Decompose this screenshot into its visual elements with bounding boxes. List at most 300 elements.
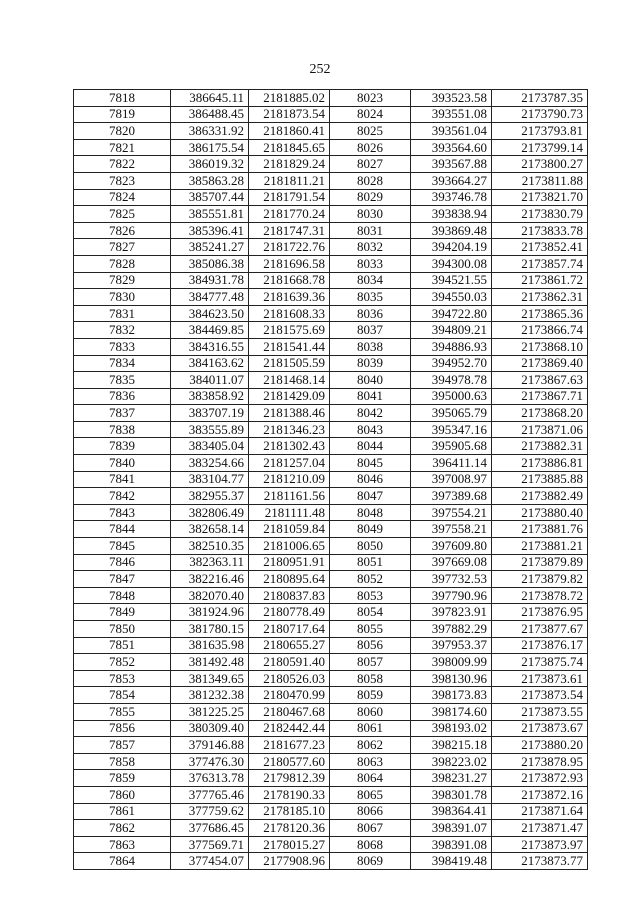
table-row [74,538,588,555]
y-coordinate-cell: 2173861.72 [492,272,588,289]
x-coordinate-cell: 381232.38 [171,687,249,704]
table-row [74,521,588,538]
point-number-cell: 8053 [330,587,411,604]
y-coordinate-cell: 2173876.17 [492,637,588,654]
point-number-cell: 7836 [74,388,171,405]
y-coordinate-cell: 2173871.47 [492,820,588,837]
table-row [74,820,588,837]
point-number-cell: 7825 [74,206,171,223]
x-coordinate-cell: 397882.29 [411,621,492,638]
x-coordinate-cell: 393664.27 [411,172,492,189]
table-row [74,621,588,638]
point-number-cell: 7842 [74,488,171,505]
x-coordinate-cell: 384777.48 [171,289,249,306]
x-coordinate-cell: 397823.91 [411,604,492,621]
y-coordinate-cell: 2173833.78 [492,222,588,239]
y-coordinate-cell: 2173873.54 [492,687,588,704]
point-number-cell: 7847 [74,571,171,588]
table-row [74,338,588,355]
y-coordinate-cell: 2177908.96 [249,853,330,870]
table-row [74,637,588,654]
point-number-cell: 7859 [74,770,171,787]
point-number-cell: 8067 [330,820,411,837]
point-number-cell: 8043 [330,421,411,438]
point-number-cell: 8039 [330,355,411,372]
x-coordinate-cell: 384316.55 [171,338,249,355]
point-number-cell: 8038 [330,338,411,355]
x-coordinate-cell: 382955.37 [171,488,249,505]
table-row [74,571,588,588]
point-number-cell: 7862 [74,820,171,837]
x-coordinate-cell: 377476.30 [171,753,249,770]
table-row [74,322,588,339]
y-coordinate-cell: 2180837.83 [249,587,330,604]
point-number-cell: 8047 [330,488,411,505]
table-row [74,156,588,173]
x-coordinate-cell: 398130.96 [411,670,492,687]
point-number-cell: 7850 [74,621,171,638]
x-coordinate-cell: 383405.04 [171,438,249,455]
y-coordinate-cell: 2173865.36 [492,305,588,322]
x-coordinate-cell: 394204.19 [411,239,492,256]
x-coordinate-cell: 397790.96 [411,587,492,604]
point-number-cell: 7853 [74,670,171,687]
y-coordinate-cell: 2173800.27 [492,156,588,173]
y-coordinate-cell: 2173873.67 [492,720,588,737]
x-coordinate-cell: 385551.81 [171,206,249,223]
point-number-cell: 7827 [74,239,171,256]
point-number-cell: 7856 [74,720,171,737]
point-number-cell: 7838 [74,421,171,438]
point-number-cell: 8056 [330,637,411,654]
table-row [74,438,588,455]
x-coordinate-cell: 377759.62 [171,803,249,820]
table-row [74,421,588,438]
table-row [74,90,588,107]
x-coordinate-cell: 397669.08 [411,554,492,571]
y-coordinate-cell: 2173882.31 [492,438,588,455]
x-coordinate-cell: 397389.68 [411,488,492,505]
point-number-cell: 7819 [74,106,171,123]
point-number-cell: 8024 [330,106,411,123]
y-coordinate-cell: 2173793.81 [492,123,588,140]
point-number-cell: 8035 [330,289,411,306]
point-number-cell: 8027 [330,156,411,173]
x-coordinate-cell: 394300.08 [411,255,492,272]
x-coordinate-cell: 398223.02 [411,753,492,770]
table-row [74,455,588,472]
y-coordinate-cell: 2181668.78 [249,272,330,289]
point-number-cell: 8036 [330,305,411,322]
table-row [74,670,588,687]
table-row [74,803,588,820]
y-coordinate-cell: 2173868.20 [492,405,588,422]
point-number-cell: 8037 [330,322,411,339]
table-row [74,106,588,123]
point-number-cell: 8050 [330,538,411,555]
point-number-cell: 7818 [74,90,171,107]
x-coordinate-cell: 386645.11 [171,90,249,107]
x-coordinate-cell: 393551.08 [411,106,492,123]
y-coordinate-cell: 2181210.09 [249,471,330,488]
x-coordinate-cell: 381635.98 [171,637,249,654]
y-coordinate-cell: 2173880.40 [492,504,588,521]
x-coordinate-cell: 397609.80 [411,538,492,555]
y-coordinate-cell: 2178190.33 [249,786,330,803]
x-coordinate-cell: 393561.04 [411,123,492,140]
x-coordinate-cell: 396411.14 [411,455,492,472]
x-coordinate-cell: 384011.07 [171,372,249,389]
x-coordinate-cell: 383858.92 [171,388,249,405]
y-coordinate-cell: 2180591.40 [249,654,330,671]
table-row [74,604,588,621]
x-coordinate-cell: 385241.27 [171,239,249,256]
table-row [74,189,588,206]
y-coordinate-cell: 2178015.27 [249,836,330,853]
y-coordinate-cell: 2181811.21 [249,172,330,189]
point-number-cell: 8031 [330,222,411,239]
point-number-cell: 7823 [74,172,171,189]
y-coordinate-cell: 2180717.64 [249,621,330,638]
y-coordinate-cell: 2180895.64 [249,571,330,588]
x-coordinate-cell: 377569.71 [171,836,249,853]
page-number: 252 [309,62,331,77]
table-row [74,836,588,853]
y-coordinate-cell: 2173871.64 [492,803,588,820]
y-coordinate-cell: 2173881.21 [492,538,588,555]
point-number-cell: 7834 [74,355,171,372]
x-coordinate-cell: 397558.21 [411,521,492,538]
table-row [74,720,588,737]
x-coordinate-cell: 398419.48 [411,853,492,870]
y-coordinate-cell: 2173871.06 [492,421,588,438]
y-coordinate-cell: 2180778.49 [249,604,330,621]
x-coordinate-cell: 382658.14 [171,521,249,538]
point-number-cell: 7848 [74,587,171,604]
x-coordinate-cell: 394886.93 [411,338,492,355]
table-row [74,388,588,405]
point-number-cell: 7831 [74,305,171,322]
y-coordinate-cell: 2181346.23 [249,421,330,438]
point-number-cell: 7864 [74,853,171,870]
y-coordinate-cell: 2181541.44 [249,338,330,355]
y-coordinate-cell: 2173873.97 [492,836,588,853]
x-coordinate-cell: 381349.65 [171,670,249,687]
y-coordinate-cell: 2173867.71 [492,388,588,405]
y-coordinate-cell: 2181257.04 [249,455,330,472]
x-coordinate-cell: 393567.88 [411,156,492,173]
table-row [74,703,588,720]
point-number-cell: 7837 [74,405,171,422]
y-coordinate-cell: 2173868.10 [492,338,588,355]
y-coordinate-cell: 2173882.49 [492,488,588,505]
y-coordinate-cell: 2181747.31 [249,222,330,239]
y-coordinate-cell: 2173880.20 [492,737,588,754]
y-coordinate-cell: 2181873.54 [249,106,330,123]
table-row [74,654,588,671]
table-row [74,853,588,870]
y-coordinate-cell: 2173878.95 [492,753,588,770]
point-number-cell: 7840 [74,455,171,472]
point-number-cell: 7822 [74,156,171,173]
y-coordinate-cell: 2173857.74 [492,255,588,272]
x-coordinate-cell: 398301.78 [411,786,492,803]
y-coordinate-cell: 2180655.27 [249,637,330,654]
x-coordinate-cell: 379146.88 [171,737,249,754]
x-coordinate-cell: 386331.92 [171,123,249,140]
y-coordinate-cell: 2173873.61 [492,670,588,687]
x-coordinate-cell: 382510.35 [171,538,249,555]
x-coordinate-cell: 393869.48 [411,222,492,239]
y-coordinate-cell: 2181608.33 [249,305,330,322]
x-coordinate-cell: 386019.32 [171,156,249,173]
table-row [74,289,588,306]
y-coordinate-cell: 2180467.68 [249,703,330,720]
x-coordinate-cell: 381492.48 [171,654,249,671]
x-coordinate-cell: 386175.54 [171,139,249,156]
x-coordinate-cell: 384469.85 [171,322,249,339]
point-number-cell: 8034 [330,272,411,289]
x-coordinate-cell: 397008.97 [411,471,492,488]
point-number-cell: 8048 [330,504,411,521]
coordinates-table-body [74,90,588,870]
y-coordinate-cell: 2181829.24 [249,156,330,173]
point-number-cell: 7833 [74,338,171,355]
y-coordinate-cell: 2173869.40 [492,355,588,372]
point-number-cell: 8059 [330,687,411,704]
point-number-cell: 7855 [74,703,171,720]
table-row [74,255,588,272]
x-coordinate-cell: 398391.07 [411,820,492,837]
point-number-cell: 8023 [330,90,411,107]
point-number-cell: 7839 [74,438,171,455]
table-row [74,123,588,140]
point-number-cell: 8046 [330,471,411,488]
point-number-cell: 7858 [74,753,171,770]
x-coordinate-cell: 393838.94 [411,206,492,223]
point-number-cell: 7845 [74,538,171,555]
y-coordinate-cell: 2173876.95 [492,604,588,621]
point-number-cell: 8060 [330,703,411,720]
point-number-cell: 7844 [74,521,171,538]
point-number-cell: 7843 [74,504,171,521]
x-coordinate-cell: 386488.45 [171,106,249,123]
x-coordinate-cell: 384931.78 [171,272,249,289]
point-number-cell: 7846 [74,554,171,571]
point-number-cell: 8051 [330,554,411,571]
y-coordinate-cell: 2173873.55 [492,703,588,720]
table-row [74,139,588,156]
x-coordinate-cell: 393746.78 [411,189,492,206]
table-row [74,272,588,289]
x-coordinate-cell: 383104.77 [171,471,249,488]
table-row [74,504,588,521]
x-coordinate-cell: 394978.78 [411,372,492,389]
y-coordinate-cell: 2181639.36 [249,289,330,306]
x-coordinate-cell: 385396.41 [171,222,249,239]
x-coordinate-cell: 395065.79 [411,405,492,422]
point-number-cell: 7861 [74,803,171,820]
point-number-cell: 8025 [330,123,411,140]
point-number-cell: 7824 [74,189,171,206]
table-row [74,770,588,787]
x-coordinate-cell: 380309.40 [171,720,249,737]
point-number-cell: 8054 [330,604,411,621]
point-number-cell: 7829 [74,272,171,289]
table-row [74,206,588,223]
y-coordinate-cell: 2173873.77 [492,853,588,870]
x-coordinate-cell: 382070.40 [171,587,249,604]
x-coordinate-cell: 381780.15 [171,621,249,638]
y-coordinate-cell: 2181111.48 [249,504,330,521]
x-coordinate-cell: 394809.21 [411,322,492,339]
point-number-cell: 8062 [330,737,411,754]
point-number-cell: 8058 [330,670,411,687]
y-coordinate-cell: 2173821.70 [492,189,588,206]
y-coordinate-cell: 2173811.88 [492,172,588,189]
y-coordinate-cell: 2181722.76 [249,239,330,256]
y-coordinate-cell: 2173787.35 [492,90,588,107]
x-coordinate-cell: 377686.45 [171,820,249,837]
y-coordinate-cell: 2173879.82 [492,571,588,588]
y-coordinate-cell: 2178120.36 [249,820,330,837]
point-number-cell: 7821 [74,139,171,156]
point-number-cell: 8041 [330,388,411,405]
x-coordinate-cell: 376313.78 [171,770,249,787]
table-row [74,405,588,422]
x-coordinate-cell: 398174.60 [411,703,492,720]
point-number-cell: 8057 [330,654,411,671]
point-number-cell: 8042 [330,405,411,422]
y-coordinate-cell: 2173877.67 [492,621,588,638]
x-coordinate-cell: 384623.50 [171,305,249,322]
y-coordinate-cell: 2173886.81 [492,455,588,472]
y-coordinate-cell: 2181791.54 [249,189,330,206]
x-coordinate-cell: 395000.63 [411,388,492,405]
table-row [74,687,588,704]
point-number-cell: 8055 [330,621,411,638]
y-coordinate-cell: 2173875.74 [492,654,588,671]
point-number-cell: 8061 [330,720,411,737]
x-coordinate-cell: 395347.16 [411,421,492,438]
point-number-cell: 8040 [330,372,411,389]
point-number-cell: 7830 [74,289,171,306]
x-coordinate-cell: 394521.55 [411,272,492,289]
x-coordinate-cell: 393523.58 [411,90,492,107]
x-coordinate-cell: 385863.28 [171,172,249,189]
y-coordinate-cell: 2173799.14 [492,139,588,156]
x-coordinate-cell: 383254.66 [171,455,249,472]
x-coordinate-cell: 398193.02 [411,720,492,737]
x-coordinate-cell: 395905.68 [411,438,492,455]
y-coordinate-cell: 2179812.39 [249,770,330,787]
x-coordinate-cell: 381225.25 [171,703,249,720]
point-number-cell: 7860 [74,786,171,803]
table-row [74,372,588,389]
y-coordinate-cell: 2181845.65 [249,139,330,156]
x-coordinate-cell: 397732.53 [411,571,492,588]
x-coordinate-cell: 393564.60 [411,139,492,156]
y-coordinate-cell: 2173878.72 [492,587,588,604]
y-coordinate-cell: 2173867.63 [492,372,588,389]
table-row [74,554,588,571]
x-coordinate-cell: 384163.62 [171,355,249,372]
x-coordinate-cell: 382363.11 [171,554,249,571]
table-row [74,587,588,604]
y-coordinate-cell: 2173872.93 [492,770,588,787]
x-coordinate-cell: 398215.18 [411,737,492,754]
x-coordinate-cell: 381924.96 [171,604,249,621]
point-number-cell: 8069 [330,853,411,870]
y-coordinate-cell: 2181696.58 [249,255,330,272]
y-coordinate-cell: 2181677.23 [249,737,330,754]
point-number-cell: 7849 [74,604,171,621]
y-coordinate-cell: 2182442.44 [249,720,330,737]
y-coordinate-cell: 2178185.10 [249,803,330,820]
point-number-cell: 8063 [330,753,411,770]
x-coordinate-cell: 394550.03 [411,289,492,306]
point-number-cell: 8065 [330,786,411,803]
y-coordinate-cell: 2180577.60 [249,753,330,770]
point-number-cell: 8049 [330,521,411,538]
point-number-cell: 8026 [330,139,411,156]
y-coordinate-cell: 2173790.73 [492,106,588,123]
x-coordinate-cell: 397554.21 [411,504,492,521]
point-number-cell: 8032 [330,239,411,256]
point-number-cell: 8068 [330,836,411,853]
x-coordinate-cell: 382806.49 [171,504,249,521]
y-coordinate-cell: 2181468.14 [249,372,330,389]
point-number-cell: 7854 [74,687,171,704]
point-number-cell: 8064 [330,770,411,787]
x-coordinate-cell: 398173.83 [411,687,492,704]
point-number-cell: 8028 [330,172,411,189]
point-number-cell: 8052 [330,571,411,588]
x-coordinate-cell: 385707.44 [171,189,249,206]
point-number-cell: 7857 [74,737,171,754]
table-row [74,737,588,754]
x-coordinate-cell: 394952.70 [411,355,492,372]
y-coordinate-cell: 2181885.02 [249,90,330,107]
x-coordinate-cell: 382216.46 [171,571,249,588]
y-coordinate-cell: 2181505.59 [249,355,330,372]
x-coordinate-cell: 398009.99 [411,654,492,671]
point-number-cell: 8045 [330,455,411,472]
y-coordinate-cell: 2173830.79 [492,206,588,223]
y-coordinate-cell: 2173872.16 [492,786,588,803]
table-row [74,222,588,239]
point-number-cell: 7832 [74,322,171,339]
x-coordinate-cell: 377454.07 [171,853,249,870]
y-coordinate-cell: 2173852.41 [492,239,588,256]
x-coordinate-cell: 377765.46 [171,786,249,803]
point-number-cell: 7852 [74,654,171,671]
x-coordinate-cell: 398391.08 [411,836,492,853]
point-number-cell: 7841 [74,471,171,488]
point-number-cell: 7820 [74,123,171,140]
y-coordinate-cell: 2181575.69 [249,322,330,339]
y-coordinate-cell: 2173879.89 [492,554,588,571]
table-row [74,786,588,803]
y-coordinate-cell: 2180951.91 [249,554,330,571]
table-row [74,488,588,505]
y-coordinate-cell: 2180526.03 [249,670,330,687]
y-coordinate-cell: 2181006.65 [249,538,330,555]
y-coordinate-cell: 2181161.56 [249,488,330,505]
point-number-cell: 7851 [74,637,171,654]
y-coordinate-cell: 2181770.24 [249,206,330,223]
point-number-cell: 8066 [330,803,411,820]
